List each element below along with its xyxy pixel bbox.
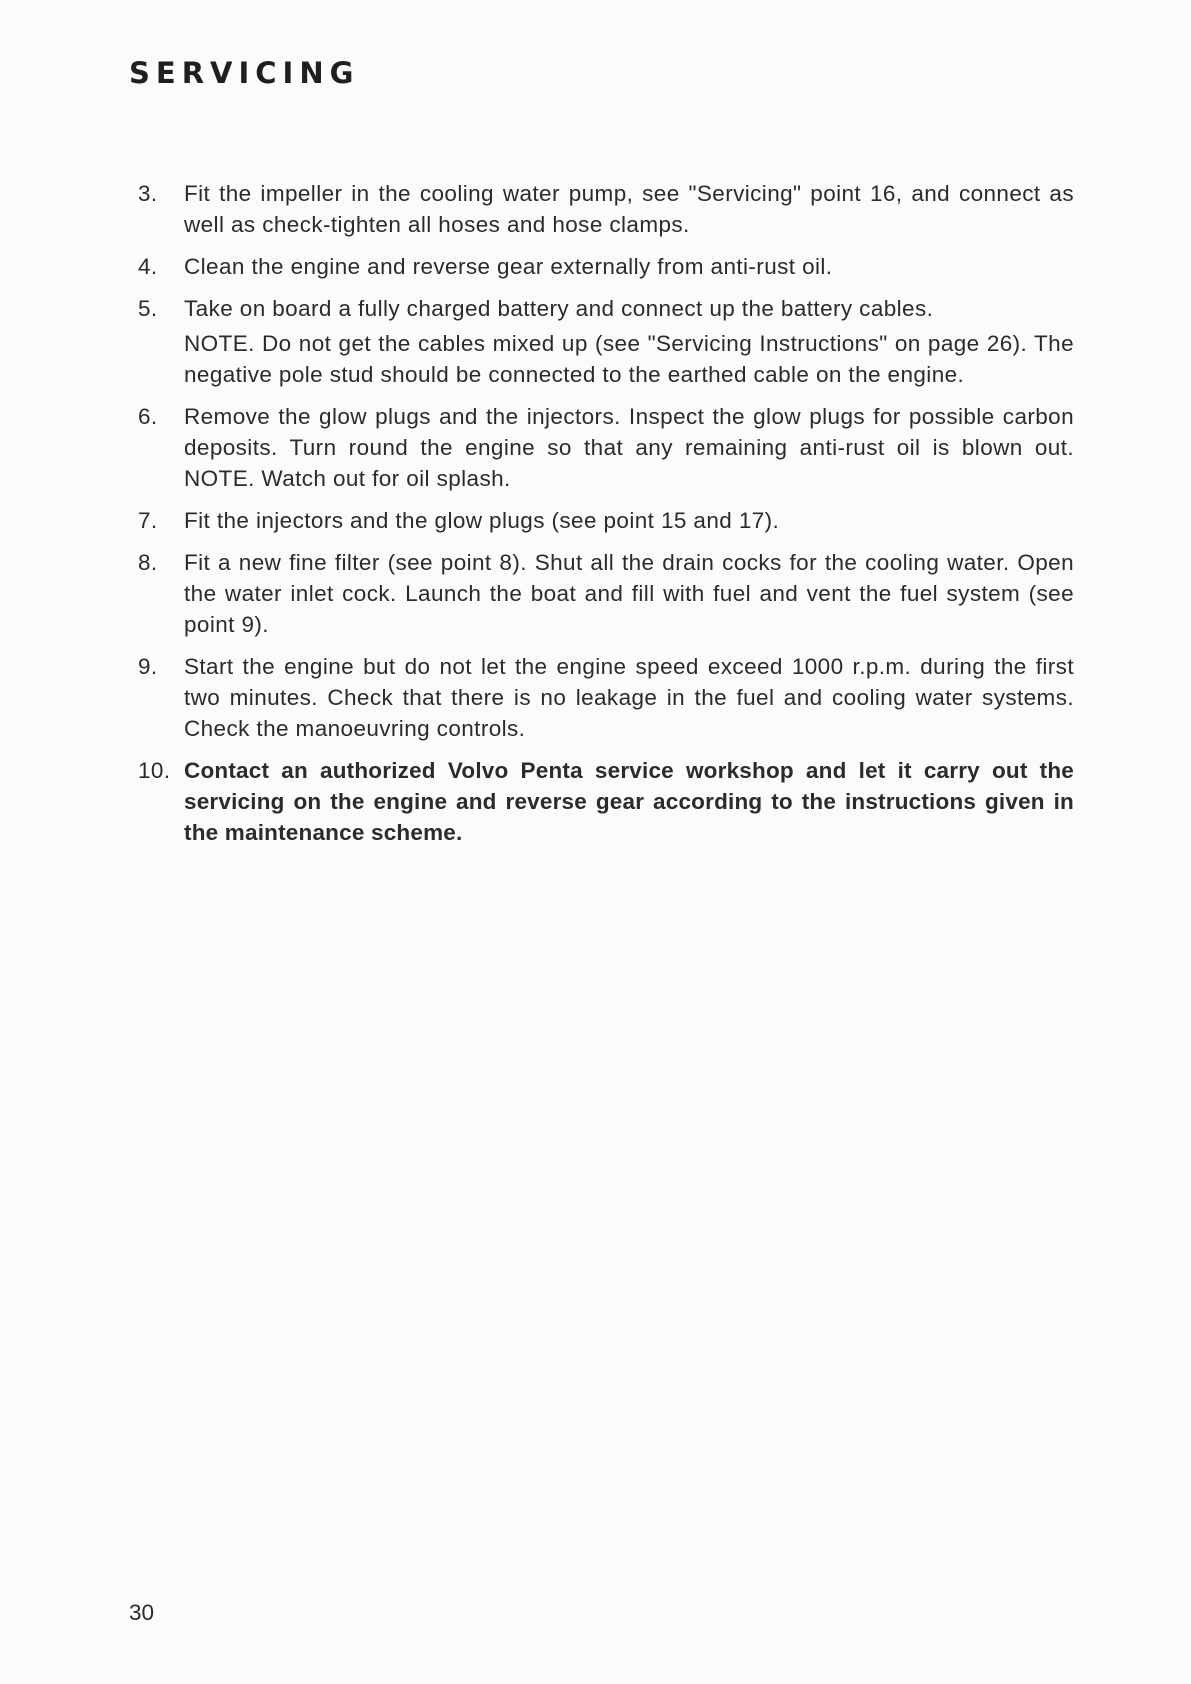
step-text bbox=[184, 251, 1074, 282]
step-paragraph: Fit a new fine filter (see point 8). Shut all the drain cocks for the cooling water. Open the water inlet cock. Launch the boat and fill with fuel and vent the fuel system (see point 9). bbox=[184, 550, 1074, 637]
servicing-steps-list bbox=[138, 178, 1074, 859]
step-number: 7. bbox=[138, 508, 158, 533]
step-item-5 bbox=[138, 293, 1074, 390]
step-item-7 bbox=[138, 505, 1074, 536]
step-paragraph: Take on board a fully charged battery and connect up the battery cables. bbox=[184, 296, 934, 321]
step-paragraph: Remove the glow plugs and the injectors. Inspect the glow plugs for possible carbon deposits. Turn round the engine so that any remaining anti-rust oil is blown out. NOTE. Watch out for oil splash. bbox=[184, 404, 1074, 491]
step-paragraph: Fit the injectors and the glow plugs (see point 15 and 17). bbox=[184, 508, 780, 533]
page-number: 30 bbox=[129, 1600, 155, 1625]
step-item-3 bbox=[138, 178, 1074, 240]
step-text bbox=[184, 547, 1074, 640]
page-title: SERVICING bbox=[129, 56, 360, 90]
step-number: 6. bbox=[138, 404, 158, 429]
step-paragraph: Clean the engine and reverse gear externally from anti-rust oil. bbox=[184, 254, 833, 279]
step-number: 10. bbox=[138, 758, 171, 783]
step-text bbox=[184, 401, 1074, 494]
step-text bbox=[184, 293, 1074, 390]
step-item-8 bbox=[138, 547, 1074, 640]
step-item-6 bbox=[138, 401, 1074, 494]
step-item-9 bbox=[138, 651, 1074, 744]
step-number: 9. bbox=[138, 654, 158, 679]
step-text bbox=[184, 651, 1074, 744]
step-paragraph: Fit the impeller in the cooling water pump, see "Servicing" point 16, and connect as well as check-tighten all hoses and hose clamps. bbox=[184, 181, 1074, 237]
step-paragraph: Start the engine but do not let the engine speed exceed 1000 r.p.m. during the first two minutes. Check that there is no leakage in the fuel and cooling water systems. Check the manoeuvring controls. bbox=[184, 654, 1074, 741]
step-item-10 bbox=[138, 755, 1074, 848]
step-number: 4. bbox=[138, 254, 158, 279]
step-number: 8. bbox=[138, 550, 158, 575]
step-number: 3. bbox=[138, 181, 158, 206]
step-number: 5. bbox=[138, 296, 158, 321]
step-item-4 bbox=[138, 251, 1074, 282]
step-note: NOTE. Do not get the cables mixed up (see "Servicing Instructions" on page 26). The negative pole stud should be connected to the earthed cable on the engine. bbox=[184, 331, 1074, 387]
step-text bbox=[184, 505, 1074, 536]
step-text bbox=[184, 755, 1074, 848]
step-text bbox=[184, 178, 1074, 240]
step-paragraph-bold: Contact an authorized Volvo Penta service workshop and let it carry out the servicing on the engine and reverse gear according to the instructions given in the maintenance scheme. bbox=[184, 758, 1074, 845]
